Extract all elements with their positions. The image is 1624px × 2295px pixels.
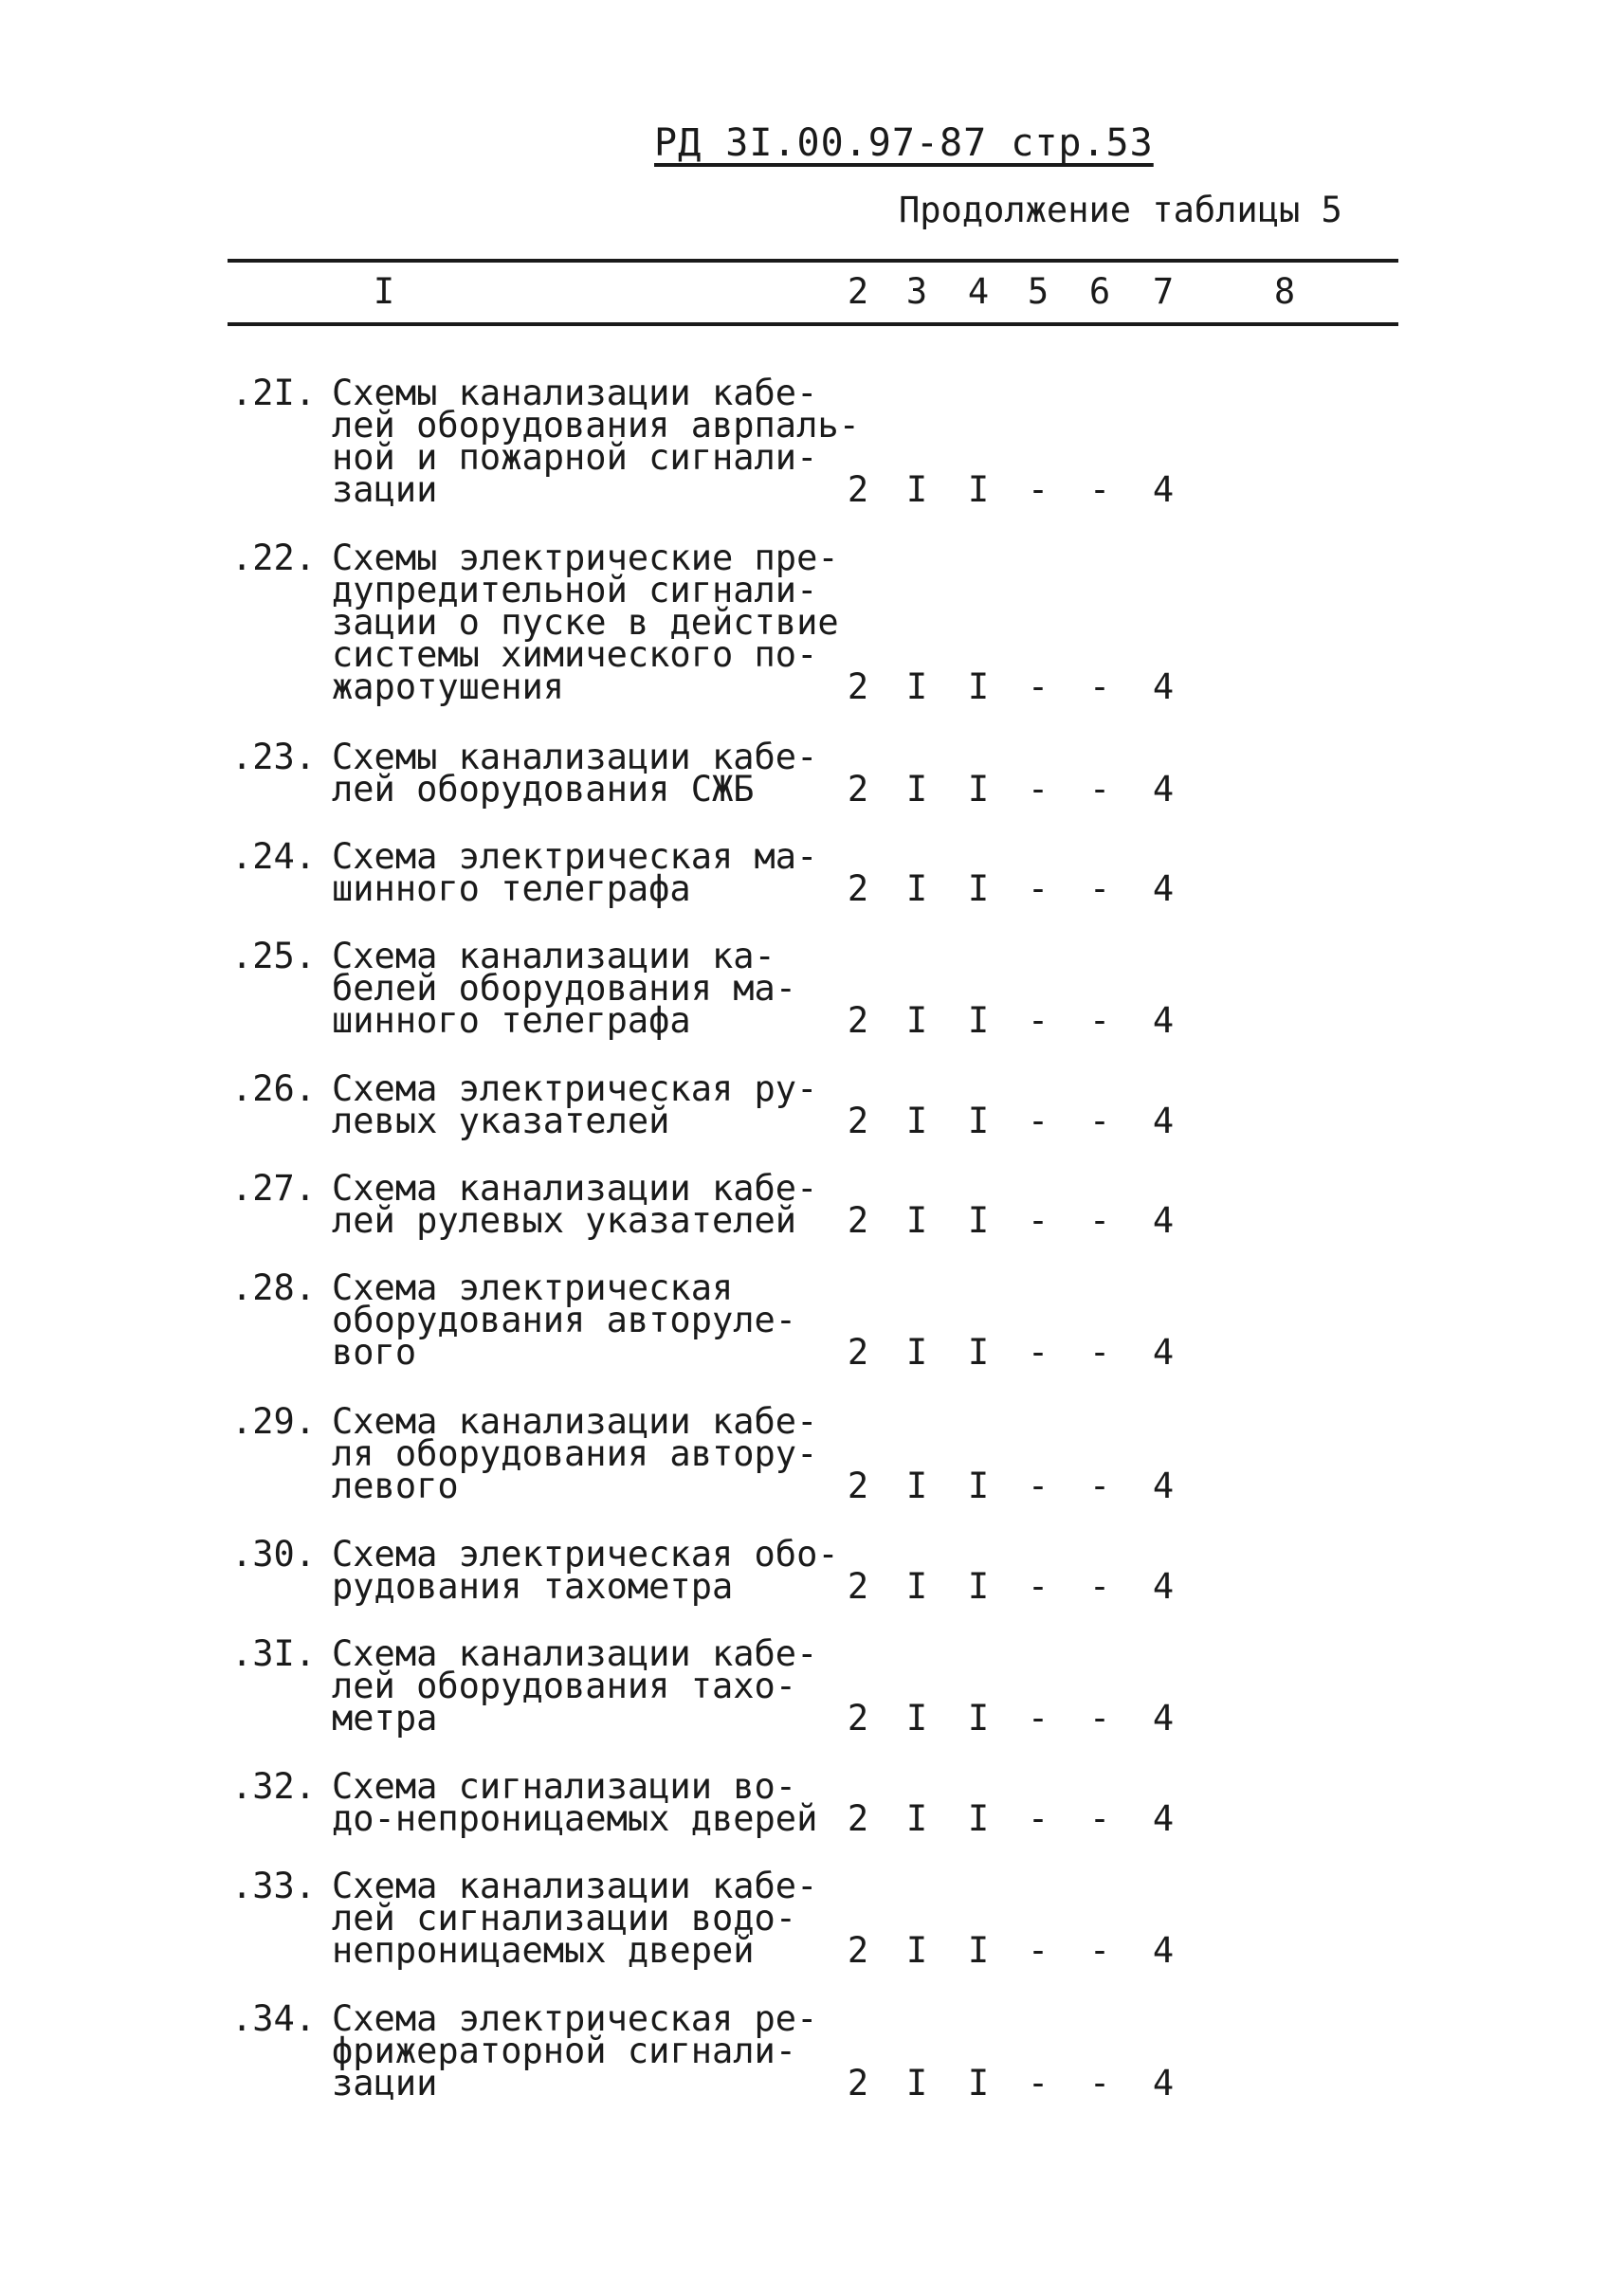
cell-col-3: I: [905, 1798, 928, 1839]
cell-col-3: I: [905, 469, 928, 510]
cell-col-3: I: [905, 868, 928, 909]
cell-col-6: -: [1088, 1000, 1111, 1041]
cell-col-4: I: [967, 1200, 990, 1241]
cell-col-7: 4: [1152, 1466, 1175, 1506]
column-header-4: 4: [967, 271, 990, 312]
cell-col-2: 2: [847, 666, 869, 707]
column-header-3: 3: [905, 271, 928, 312]
cell-col-7: 4: [1152, 1200, 1175, 1241]
cell-col-5: -: [1027, 1698, 1049, 1739]
cell-col-3: I: [905, 1930, 928, 1971]
cell-col-2: 2: [847, 1466, 869, 1506]
cell-col-2: 2: [847, 1101, 869, 1141]
cell-col-7: 4: [1152, 769, 1175, 810]
cell-col-4: I: [967, 1698, 990, 1739]
cell-col-5: -: [1027, 1566, 1049, 1607]
table-row: [0, 737, 1624, 810]
cell-col-7: 4: [1152, 1798, 1175, 1839]
cell-col-4: I: [967, 469, 990, 510]
cell-col-6: -: [1088, 1698, 1111, 1739]
row-number: .30.: [231, 1534, 317, 1575]
row-number: .2I.: [231, 373, 317, 413]
column-header-8: 8: [1273, 271, 1296, 312]
row-description: Схема электрическая оборудования авторуле- вого: [332, 1267, 797, 1373]
cell-col-7: 4: [1152, 1698, 1175, 1739]
row-number: .32.: [231, 1766, 317, 1807]
row-number: .3I.: [231, 1633, 317, 1674]
cell-col-2: 2: [847, 1000, 869, 1041]
cell-col-6: -: [1088, 1466, 1111, 1506]
cell-col-3: I: [905, 1698, 928, 1739]
row-description: Схема канализации кабе- лей сигнализации водо- непроницаемых дверей: [332, 1866, 818, 1971]
table-caption: Продолжение таблицы 5: [899, 190, 1342, 230]
row-description: Схема электрическая ма- шинного телеграфа: [332, 836, 818, 909]
cell-col-7: 4: [1152, 1566, 1175, 1607]
cell-col-2: 2: [847, 1332, 869, 1373]
row-number: .34.: [231, 1998, 317, 2039]
row-number: .29.: [231, 1401, 317, 1442]
cell-col-5: -: [1027, 1930, 1049, 1971]
cell-col-5: -: [1027, 1000, 1049, 1041]
row-number: .25.: [231, 936, 317, 976]
row-number: .28.: [231, 1267, 317, 1308]
cell-col-7: 4: [1152, 666, 1175, 707]
cell-col-7: 4: [1152, 469, 1175, 510]
cell-col-6: -: [1088, 2063, 1111, 2104]
row-description: Схема электрическая обо- рудования тахометра: [332, 1534, 839, 1607]
cell-col-3: I: [905, 1332, 928, 1373]
cell-col-5: -: [1027, 1798, 1049, 1839]
table-top-rule: [228, 259, 1398, 263]
cell-col-7: 4: [1152, 868, 1175, 909]
row-number: .24.: [231, 836, 317, 877]
cell-col-7: 4: [1152, 1332, 1175, 1373]
cell-col-4: I: [967, 769, 990, 810]
column-header-6: 6: [1088, 271, 1111, 312]
row-description: Схема канализации кабе- ля оборудования автору- левого: [332, 1401, 818, 1506]
document-reference: РД 3I.00.97-87 стр.53: [654, 121, 1154, 165]
cell-col-7: 4: [1152, 2063, 1175, 2104]
row-number: .23.: [231, 737, 317, 777]
cell-col-6: -: [1088, 1200, 1111, 1241]
cell-col-4: I: [967, 1930, 990, 1971]
cell-col-4: I: [967, 1466, 990, 1506]
row-number: .33.: [231, 1866, 317, 1906]
cell-col-4: I: [967, 1566, 990, 1607]
cell-col-6: -: [1088, 469, 1111, 510]
cell-col-4: I: [967, 868, 990, 909]
cell-col-7: 4: [1152, 1101, 1175, 1141]
cell-col-2: 2: [847, 469, 869, 510]
table-row: [0, 537, 1624, 707]
table-row: [0, 1401, 1624, 1506]
table-header-rule: [228, 322, 1398, 326]
row-number: .22.: [231, 537, 317, 578]
cell-col-2: 2: [847, 1566, 869, 1607]
table-row: [0, 1267, 1624, 1373]
cell-col-5: -: [1027, 666, 1049, 707]
cell-col-3: I: [905, 2063, 928, 2104]
table-row: [0, 1998, 1624, 2104]
table-row: [0, 1534, 1624, 1607]
column-header-1: I: [373, 271, 395, 312]
table-row: [0, 1866, 1624, 1971]
cell-col-5: -: [1027, 1101, 1049, 1141]
cell-col-2: 2: [847, 2063, 869, 2104]
cell-col-7: 4: [1152, 1930, 1175, 1971]
column-header-7: 7: [1152, 271, 1175, 312]
row-number: .27.: [231, 1168, 317, 1209]
table-row: [0, 1068, 1624, 1141]
cell-col-6: -: [1088, 1930, 1111, 1971]
cell-col-6: -: [1088, 868, 1111, 909]
cell-col-2: 2: [847, 1200, 869, 1241]
cell-col-4: I: [967, 1101, 990, 1141]
table-row: [0, 1766, 1624, 1839]
cell-col-7: 4: [1152, 1000, 1175, 1041]
cell-col-6: -: [1088, 1798, 1111, 1839]
row-description: Схемы канализации кабе- лей оборудования СЖБ: [332, 737, 818, 810]
column-header-5: 5: [1027, 271, 1049, 312]
table-row: [0, 373, 1624, 510]
cell-col-3: I: [905, 666, 928, 707]
cell-col-3: I: [905, 1200, 928, 1241]
cell-col-6: -: [1088, 1332, 1111, 1373]
cell-col-4: I: [967, 2063, 990, 2104]
cell-col-6: -: [1088, 1566, 1111, 1607]
row-description: Схемы канализации кабе- лей оборудования аврпаль- ной и пожарной сигнали- зации: [332, 373, 860, 510]
cell-col-6: -: [1088, 1101, 1111, 1141]
cell-col-3: I: [905, 1466, 928, 1506]
cell-col-5: -: [1027, 1466, 1049, 1506]
row-description: Схема канализации кабе- лей оборудования тахо- метра: [332, 1633, 818, 1739]
cell-col-4: I: [967, 1000, 990, 1041]
column-header-2: 2: [847, 271, 869, 312]
cell-col-4: I: [967, 1332, 990, 1373]
row-description: Схема канализации ка- белей оборудования ма- шинного телеграфа: [332, 936, 797, 1041]
cell-col-6: -: [1088, 769, 1111, 810]
row-description: Схема сигнализации во- до-непроницаемых дверей: [332, 1766, 818, 1839]
cell-col-5: -: [1027, 1332, 1049, 1373]
table-row: [0, 836, 1624, 909]
row-description: Схема электрическая ру- левых указателей: [332, 1068, 818, 1141]
cell-col-3: I: [905, 769, 928, 810]
cell-col-3: I: [905, 1000, 928, 1041]
cell-col-5: -: [1027, 769, 1049, 810]
cell-col-5: -: [1027, 868, 1049, 909]
cell-col-2: 2: [847, 1930, 869, 1971]
table-row: [0, 1633, 1624, 1739]
cell-col-2: 2: [847, 868, 869, 909]
cell-col-5: -: [1027, 469, 1049, 510]
cell-col-6: -: [1088, 666, 1111, 707]
cell-col-4: I: [967, 1798, 990, 1839]
cell-col-3: I: [905, 1101, 928, 1141]
row-description: Схема канализации кабе- лей рулевых указателей: [332, 1168, 818, 1241]
table-row: [0, 1168, 1624, 1241]
cell-col-2: 2: [847, 1798, 869, 1839]
cell-col-4: I: [967, 666, 990, 707]
cell-col-2: 2: [847, 769, 869, 810]
row-description: Схемы электрические пре- дупредительной сигнали- зации о пуске в действие системы химического по- жаротушения: [332, 537, 839, 707]
row-description: Схема электрическая ре- фрижераторной сигнали- зации: [332, 1998, 818, 2104]
cell-col-5: -: [1027, 1200, 1049, 1241]
cell-col-5: -: [1027, 2063, 1049, 2104]
cell-col-2: 2: [847, 1698, 869, 1739]
table-row: [0, 936, 1624, 1041]
cell-col-3: I: [905, 1566, 928, 1607]
row-number: .26.: [231, 1068, 317, 1109]
